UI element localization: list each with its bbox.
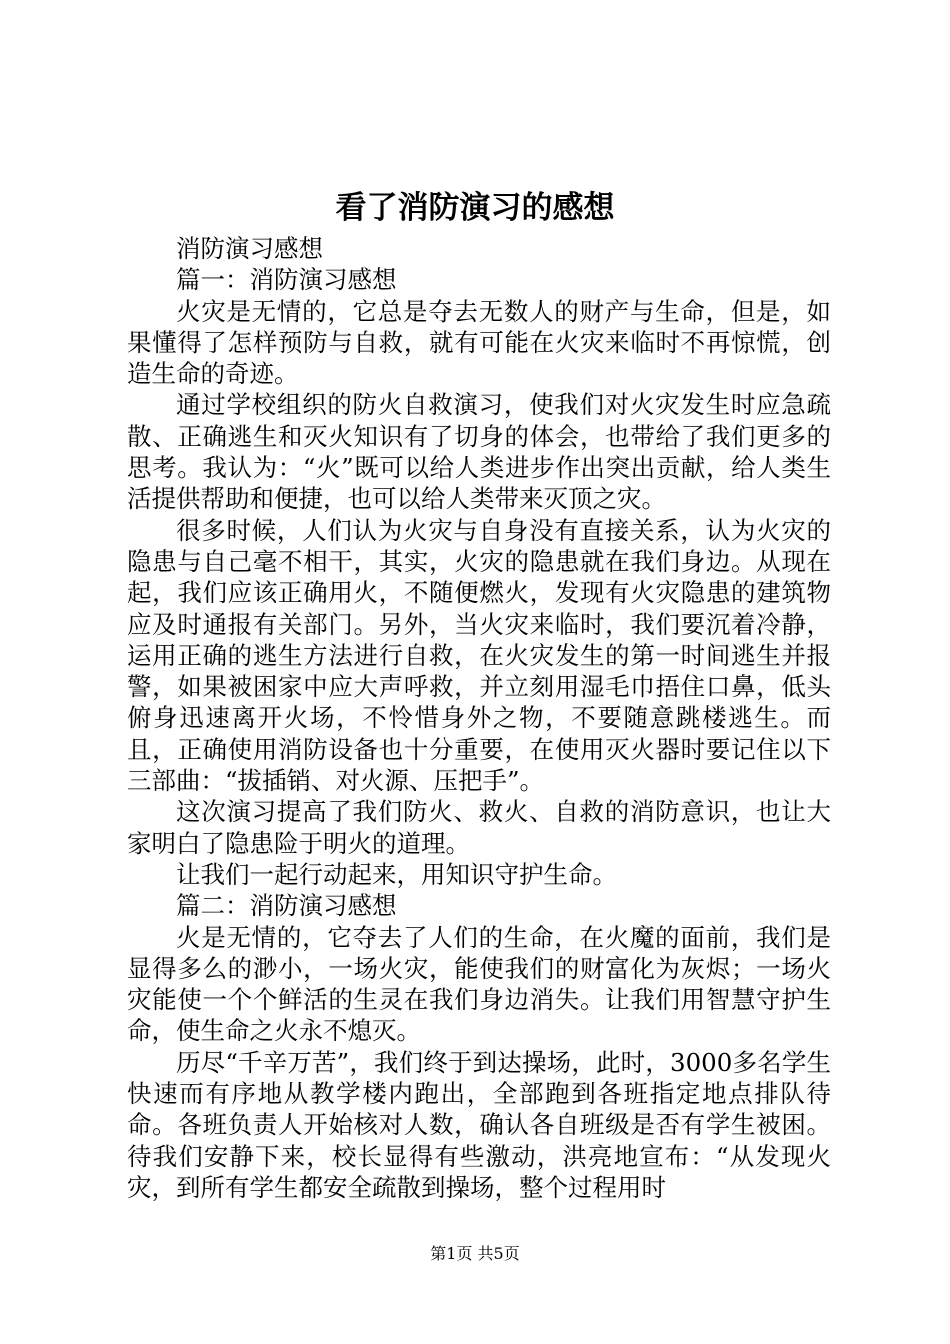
section-heading-2: 篇二：消防演习感想	[176, 891, 397, 921]
paragraph: 通过学校组织的防火自救演习，使我们对火灾发生时应急疏散、正确逃生和灭火知识有了切身的体会，也带给了我们更多的思考。我认为：“火”既可以给人类进步作出突出贡献，给人类生活提供帮助和便捷，也可以给人类带来灭顶之灾。	[127, 390, 831, 514]
paragraph: 火灾是无情的，它总是夺去无数人的财产与生命，但是，如果懂得了怎样预防与自救，就有可能在火灾来临时不再惊慌，创造生命的奇迹。	[127, 296, 831, 389]
document-body	[127, 233, 831, 1203]
paragraph: 火是无情的，它夺去了人们的生命，在火魔的面前，我们是显得多么的渺小，一场火灾，能使我们的财富化为灰烬；一场火灾能使一个个鲜活的生灵在我们身边消失。让我们用智慧守护生命，使生命之火永不熄灭。	[127, 922, 831, 1046]
paragraph-heading: 消防演习感想	[176, 234, 323, 263]
paragraph: 历尽“千辛万苦”，我们终于到达操场，此时，3000多名学生快速而有序地从教学楼内跑出，全部跑到各班指定地点排队待命。各班负责人开始核对人数，确认各自班级是否有学生被困。待我们安静下来，校长显得有些激动，洪亮地宣布：“从发现火灾，到所有学生都安全疏散到操场，整个过程用时	[127, 1047, 831, 1202]
paragraph: 让我们一起行动起来，用知识守护生命。	[176, 859, 617, 889]
section-heading-1: 篇一：消防演习感想	[176, 265, 397, 295]
paragraph: 这次演习提高了我们防火、救火、自救的消防意识，也让大家明白了隐患险于明火的道理。	[127, 797, 831, 858]
page-number-footer: 第1页 共5页	[430, 1244, 520, 1263]
paragraph: 很多时候，人们认为火灾与自身没有直接关系，认为火灾的隐患与自己毫不相干，其实，火灾的隐患就在我们身边。从现在起，我们应该正确用火，不随便燃火，发现有火灾隐患的建筑物应及时通报有关部门。另外，当火灾来临时，我们要沉着冷静，运用正确的逃生方法进行自救，在火灾发生的第一时间逃生并报警，如果被困家中应大声呼救，并立刻用湿毛巾捂住口鼻，低头俯身迅速离开火场，不怜惜身外之物，不要随意跳楼逃生。而且，正确使用消防设备也十分重要，在使用灭火器时要记住以下三部曲：“拔插销、对火源、压把手”。	[127, 515, 831, 796]
document-title: 看了消防演习的感想	[335, 190, 615, 226]
